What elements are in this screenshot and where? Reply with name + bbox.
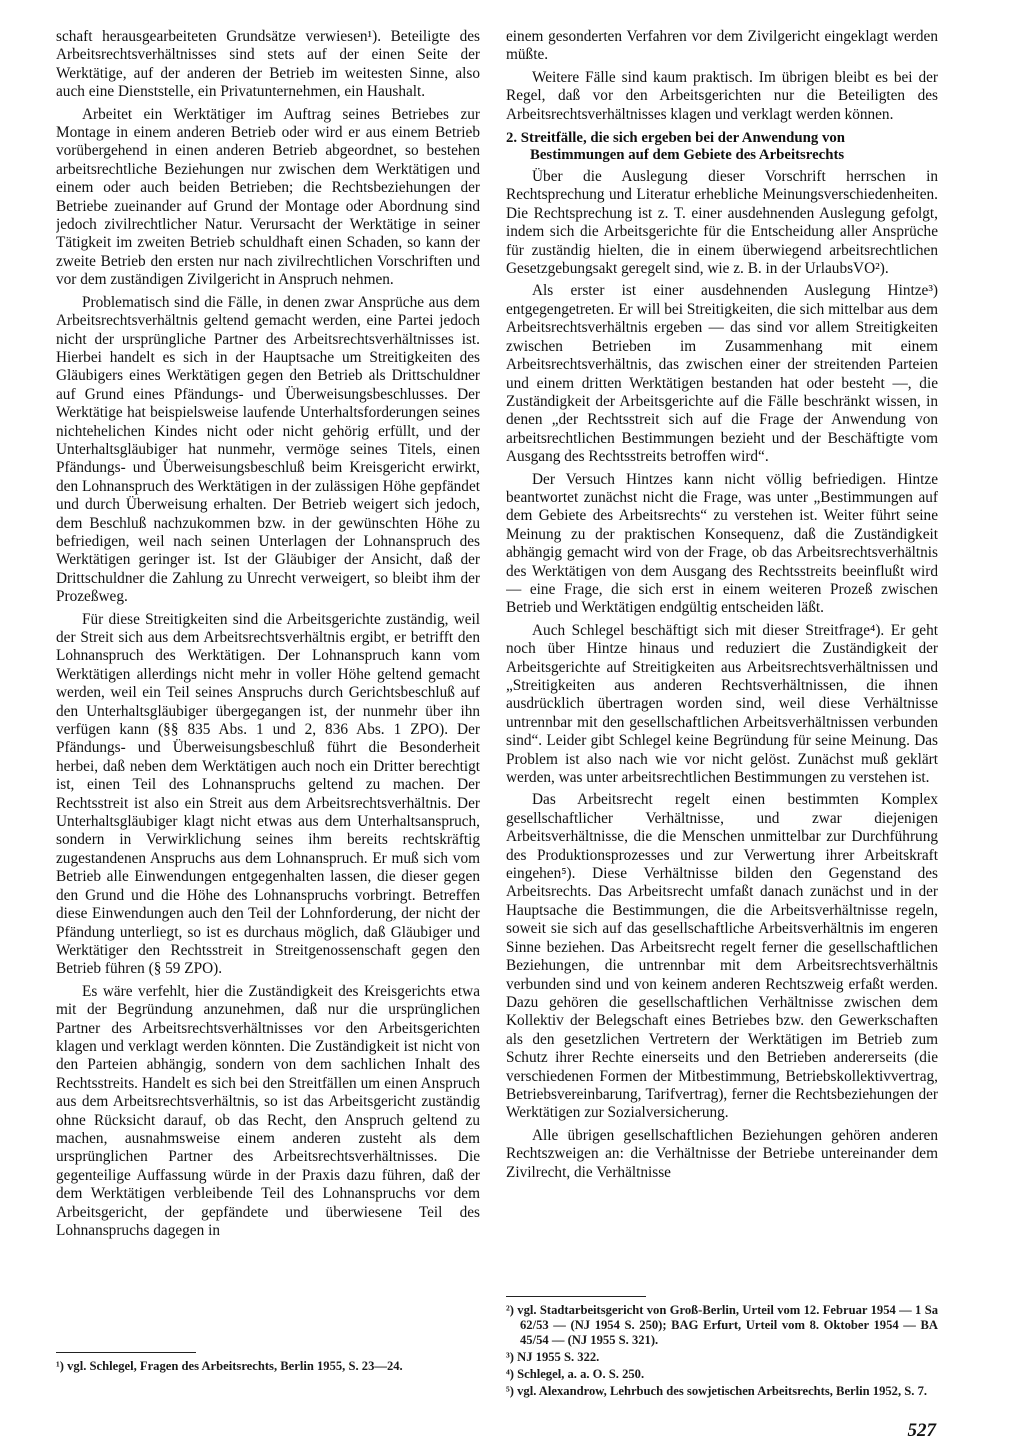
footnote-divider bbox=[56, 1352, 196, 1353]
footnote-divider bbox=[506, 1296, 646, 1297]
paragraph: Problematisch sind die Fälle, in denen zwar Ansprüche aus dem Arbeitsrechtsverhältnis geltend gemacht werden, eine Partei jedoch nicht der ursprüngliche Partner des Arbeitsrechtsverhältnisses ist. Hierbei handelt es sich in der Hauptsache um Streitigkeiten des Gläubigers eines Werktätigen gegen den Betrieb als Drittschuldner auf Grund eines Pfändungs- und Überweisungsbeschlusses. Der Werktätige hat beispielsweise laufende Unterhaltsforderungen seines nichtehelichen Kindes nicht oder nicht gehörig erfüllt, und der Unterhaltsgläubiger hat nunmehr, vermöge seines Titels, einen Pfändungs- und Überweisungsbeschluß beim Kreisgericht erwirkt, den Lohnanspruch des Werktätigen in der zulässigen Höhe gepfändet und durch Überweisung erhalten. Der Betrieb weigert sich jedoch, dem Beschluß nachzukommen bzw. in der gewünschten Höhe zu befriedigen, weil nach seinen Unterlagen der Lohnanspruch des Werktätigen geringer ist. Ist der Gläubiger der Ansicht, daß der Drittschuldner die Zahlung zu Unrecht verweigert, so bleibt ihm der Prozeßweg. bbox=[56, 293, 480, 606]
footnote: ²) vgl. Stadtarbeitsgericht von Groß-Berlin, Urteil vom 12. Februar 1954 — 1 Sa 62/53 — (NJ 1954 S. 250); BAG Erfurt, Urteil vom 8. Oktober 1954 — BA 45/54 — (NJ 1955 S. 321). bbox=[506, 1303, 938, 1347]
paragraph: Der Versuch Hintzes kann nicht völlig befriedigen. Hintze beantwortet zunächst nicht die Frage, was unter „Bestimmungen auf dem Gebiete des Arbeitsrechts“ zu verstehen ist. Weiter führt seine Meinung zu der praktischen Konsequenz, daß die Zuständigkeit abhängig gemacht wird von der Frage, ob das Arbeitsrechtsverhältnis des Werktätigen von dem Ausgang des Rechtsstreits beeinflußt wird — eine Frage, die sich erst in einem weiteren Prozeß zwischen Betrieb und Werktätigen endgültig entscheiden läßt. bbox=[506, 470, 938, 617]
paragraph: Als erster ist einer ausdehnenden Auslegung Hintze³) entgegengetreten. Er will bei Streitigkeiten, die sich mittelbar aus dem Arbeitsrechtsverhältnis ergeben — das sind vor allem Streitigkeiten zwischen Betrieben im Zusammenhang mit einem Arbeitsrechtsverhältnis, das zwischen einer der streitenden Parteien und einem dritten Werktätigen bestanden hat oder besteht —, die Zuständigkeit der Arbeitsgerichte auf die Fälle beschränkt wissen, in denen „der Rechtsstreit sich auf die Frage der Anwendung von arbeitsrechtlichen Bestimmungen bezieht und der Beschäftigte vom Ausgang des Rechtsstreits betroffen wird“. bbox=[506, 282, 938, 466]
footnote: ¹) vgl. Schlegel, Fragen des Arbeitsrechts, Berlin 1955, S. 23—24. bbox=[56, 1359, 403, 1373]
paragraph: Das Arbeitsrecht regelt einen bestimmten Komplex gesellschaftlicher Verhältnisse, und zwar diejenigen Arbeitsverhältnisse, die die Menschen unmittelbar zur Durchführung des Produktionsprozesses und zur Verwertung ihrer Arbeitskraft eingehen⁵). Diese Verhältnisse bilden den Gegenstand des Arbeitsrechts. Das Arbeitsrecht umfaßt danach zunächst und in der Hauptsache die Bestimmungen, die die Arbeitsverhältnisse regeln, soweit sie sich auf das gesellschaftliche Arbeitsverhältnis im engeren Sinne beziehen. Das Arbeitsrecht regelt ferner die gesellschaftlichen Beziehungen, die untrennbar mit dem Arbeitsrechtsverhältnis verbunden sind und von keinem anderen Rechtszweig erfaßt werden. Dazu gehören die gesellschaftlichen Verhältnisse zwischen dem Kollektiv der Belegschaft eines Betriebes bzw. den Gewerkschaften als den gesetzlichen Vertretern der Werktätigen im Betrieb zum Schutz ihrer Rechte einerseits und den Betrieben andererseits (die verschiedenen Formen der Mitbestimmung, Betriebskollektivvertrag, Betriebsvereinbarung, Tarifvertrag), ferner die Rechtsbeziehungen der Werktätigen zur Sozialversicherung. bbox=[506, 791, 938, 1122]
paragraph: Arbeitet ein Werktätiger im Auftrag seines Betriebes zur Montage in einem anderen Betrieb oder wird er aus einem Betrieb vorübergehend in einen anderen Betrieb abgeordnet, so bestehen arbeitsrechtliche Beziehungen nur zwischen dem Werktätigen und einem oder auch beiden Betrieben; die Rechtsbeziehungen der Betriebe zueinander auf Grund der Montage oder Abordnung sind jedoch zivilrechtlicher Natur. Verursacht der Werktätige in seiner Tätigkeit im zweiten Betrieb schuldhaft einen Schaden, so kann der zweite Betrieb den ersten nur nach zivilrechtlichen Vorschriften und vor dem zuständigen Zivilgericht in Anspruch nehmen. bbox=[56, 105, 480, 289]
page-number: 527 bbox=[907, 1420, 936, 1441]
paragraph: Über die Auslegung dieser Vorschrift herrschen in Rechtsprechung und Literatur erhebliche Meinungsverschiedenheiten. Die Rechtsprechung ist z. T. einer ausdehnenden Auslegung gefolgt, indem sich die Arbeitsgerichte für die Entscheidung aller Ansprüche für zuständig hielten, die in einem überwiegend arbeitsrechtlichen Gesetzgebungsakt geregelt sind, wie z. B. in der UrlaubsVO²). bbox=[506, 168, 938, 278]
footnote: ³) NJ 1955 S. 322. bbox=[506, 1350, 600, 1364]
paragraph: Alle übrigen gesellschaftlichen Beziehungen gehören anderen Rechtszweigen an: die Verhältnisse der Betriebe untereinander dem Zivilrecht, die Verhältnisse bbox=[506, 1126, 938, 1181]
footnote: ⁵) vgl. Alexandrow, Lehrbuch des sowjetischen Arbeitsrechts, Berlin 1952, S. 7. bbox=[506, 1384, 928, 1398]
right-column bbox=[506, 28, 938, 1398]
left-column bbox=[56, 28, 480, 1373]
left-footnotes bbox=[56, 1352, 480, 1376]
paragraph: schaft herausgearbeiteten Grundsätze verwiesen¹). Beteiligte des Arbeitsrechtsverhältnisses sind stets auf der einen Seite der Werktätige, auf der anderen der Betrieb im weitesten Sinne, also auch eine Dienststelle, ein Privatunternehmen, ein Haushalt. bbox=[56, 28, 480, 101]
paragraph: Auch Schlegel beschäftigt sich mit dieser Streitfrage⁴). Er geht noch über Hintze hinaus und reduziert die Zuständigkeit der Arbeitsgerichte auf Streitigkeiten aus Arbeitsrechtsverhältnissen und „Streitigkeiten aus anderen Rechtsverhältnissen, die ihnen ausdrücklich übertragen worden sind, weil diese Verhältnisse untrennbar mit den gesellschaftlichen Arbeitsverhältnissen verbunden sind“. Leider gibt Schlegel keine Begründung für seine Meinung. Das Problem ist also nach wie vor nicht gelöst. Zunächst muß geklärt werden, was unter arbeitsrechtlichen Bestimmungen zu verstehen ist. bbox=[506, 621, 938, 787]
paragraph: einem gesonderten Verfahren vor dem Zivilgericht eingeklagt werden müßte. bbox=[506, 28, 938, 64]
right-footnotes bbox=[506, 1296, 938, 1401]
left-column-body bbox=[56, 28, 480, 1318]
footnote: ⁴) Schlegel, a. a. O. S. 250. bbox=[506, 1367, 645, 1381]
right-column-body bbox=[506, 28, 938, 1318]
paragraph: Für diese Streitigkeiten sind die Arbeitsgerichte zuständig, weil der Streit sich aus dem Arbeitsrechtsverhältnis ergibt, er betrifft den Lohnanspruch des Werktätigen. Der Lohnanspruch kann vom Werktätigen allerdings nicht mehr in voller Höhe geltend gemacht werden, weil ein Teil seines Anspruchs durch Gerichtsbeschluß auf den Unterhaltsgläubiger übergegangen ist, der nunmehr über ihn verfügen kann (§§ 835 Abs. 1 und 2, 836 Abs. 1 ZPO). Der Pfändungs- und Überweisungsbeschluß führt die Besonderheit herbei, daß neben dem Werktätigen auch noch ein Dritter berechtigt ist, einen Teil des Lohnanspruchs geltend zu machen. Der Rechtsstreit ist also ein Streit aus dem Arbeitsrechtsverhältnis. Der Unterhaltsgläubiger klagt nicht etwas aus dem Unterhaltsanspruch, sondern in Verwirklichung seines ihm bereits rechtskräftig zugestandenen Anspruchs aus dem Lohnanspruch. Er muß sich vom Betrieb alle Einwendungen entgegenhalten lassen, die dieser gegen den Grund und die Höhe des Lohnanspruchs vorbringt. Betreffen diese Einwendungen auch den Teil der Lohnforderung, der nicht der Pfändung unterliegt, so ist es durchaus möglich, daß Gläubiger und Werktätiger den Rechtsstreit in Streitgenossenschaft gegen den Betrieb führen (§ 59 ZPO). bbox=[56, 610, 480, 978]
paragraph: Es wäre verfehlt, hier die Zuständigkeit des Kreisgerichts etwa mit der Begründung anzunehmen, daß nur die ursprünglichen Partner des Arbeitsrechtsverhältnisses vor den Arbeitsgerichten klagen und verklagt werden könnten. Die Zuständigkeit ist nicht von den Parteien abhängig, sondern von dem sachlichen Inhalt des Rechtsstreits. Handelt es sich bei den Streitfällen um einen Anspruch aus dem Arbeitsrechtsverhältnis, so ist das Arbeitsgericht zuständig ohne Rücksicht darauf, ob das Recht, den Anspruch geltend zu machen, ausnahmsweise einem anderen zusteht als dem ursprünglichen Partner des Arbeitsrechtsverhältnisses. Die gegenteilige Auffassung würde in der Praxis dazu führen, daß der dem Werktätigen verbleibende Teil des Lohnanspruchs vor dem Arbeitsgericht, der gepfändete und überwiesene Teil des Lohnanspruchs dagegen in bbox=[56, 982, 480, 1239]
section-heading: 2. Streitfälle, die sich ergeben bei der Anwendung von Bestimmungen auf dem Gebiete des Arbeitsrechts bbox=[506, 130, 845, 164]
paragraph: Weitere Fälle sind kaum praktisch. Im übrigen bleibt es bei der Regel, daß vor den Arbeitsgerichten nur die Beteiligten des Arbeitsrechtsverhältnisses klagen und verklagt werden können. bbox=[506, 68, 938, 123]
